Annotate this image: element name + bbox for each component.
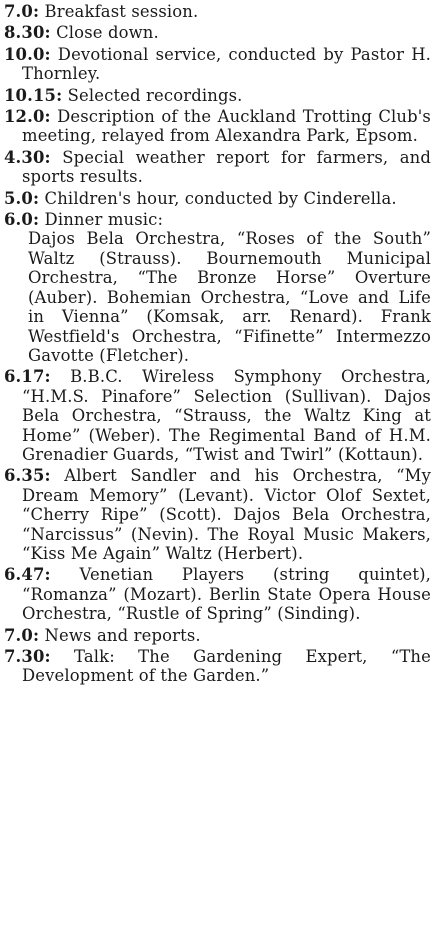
programme-entry-gardening-talk (4, 647, 431, 686)
entry-time: 5.0: (4, 188, 40, 208)
programme-entry-childrens-hour (4, 189, 431, 208)
entry-text: Devotional service, conducted by Pastor H. Thornley. (22, 44, 431, 84)
entry-time: 4.30: (4, 147, 51, 167)
programme-entry-breakfast (4, 2, 431, 21)
entry-text: Description of the Auckland Trotting Club's meeting, relayed from Alexandra Park, Epsom. (22, 107, 431, 146)
entry-text: Dinner music: (39, 210, 164, 230)
entry-time: 6.35: (4, 466, 51, 486)
entry-text: Albert Sandler and his Orchestra, “My Dream Memory” (Levant). Victor Olof Sextet, “Cherry Ripe” (Scott). Dajos Bela Orchestra, “Narcissus” (Nevin). The Royal Music Makers, “Kiss Me Again” Waltz (Herbert). (22, 466, 431, 563)
programme-entry-news (4, 626, 431, 645)
entry-text: Selected recordings. (62, 85, 243, 105)
entry-text: Special weather report for farmers, and sports results. (22, 147, 431, 187)
radio-programme-column (4, 2, 431, 945)
programme-entry-6-47 (4, 565, 431, 623)
entry-text: Venetian Players (string quintet), “Romanza” (Mozart). Berlin State Opera House Orchestra, “Rustle of Spring” (Sinding). (22, 565, 431, 624)
entry-text: Children's hour, conducted by Cinderella. (39, 188, 397, 208)
programme-entry-dinner-music (4, 210, 431, 229)
entry-time: 10.0: (4, 44, 51, 64)
entry-text: B.B.C. Wireless Symphony Orchestra, “H.M.S. Pinafore” Selection (Sullivan). Dajos Bela Orchestra, “Strauss, the Waltz King at Home” (Weber). The Regimental Band of H.M. Grenadier Guards, “Twist and Twirl” (Kottaun). (22, 367, 431, 464)
entry-time: 6.47: (4, 565, 51, 585)
programme-entry-weather (4, 148, 431, 187)
programme-entry-recordings (4, 86, 431, 105)
entry-time: 12.0: (4, 107, 51, 127)
entry-time: 7.0: (4, 2, 40, 21)
programme-entry-devotional (4, 45, 431, 84)
entry-time: 7.0: (4, 625, 40, 645)
programme-entry-trotting (4, 107, 431, 146)
programme-entry-6-35 (4, 466, 431, 563)
entry-time: 7.30: (4, 647, 51, 666)
entry-time: 8.30: (4, 23, 51, 43)
programme-entry-dinner-music-items (4, 229, 431, 365)
programme-entry-6-17 (4, 367, 431, 464)
entry-text: Talk: The Gardening Expert, “The Development of the Garden.” (22, 647, 431, 686)
entry-text: Close down. (50, 23, 159, 43)
programme-entry-close-down (4, 23, 431, 42)
entry-text: Dajos Bela Orchestra, “Roses of the South” Waltz (Strauss). Bournemouth Municipal Orchestra, “The Bronze Horse” Overture (Auber). Bohemian Orchestra, “Love and Life in Vienna” (Komsak, arr. Renard). Frank Westfield's Orchestra, “Fifinette” Intermezzo Gavotte (Fletcher). (28, 229, 431, 365)
entry-text: Breakfast session. (39, 2, 199, 21)
entry-time: 6.17: (4, 367, 51, 387)
entry-time: 10.15: (4, 85, 63, 105)
entry-text: News and reports. (39, 625, 201, 645)
entry-time: 6.0: (4, 210, 40, 230)
